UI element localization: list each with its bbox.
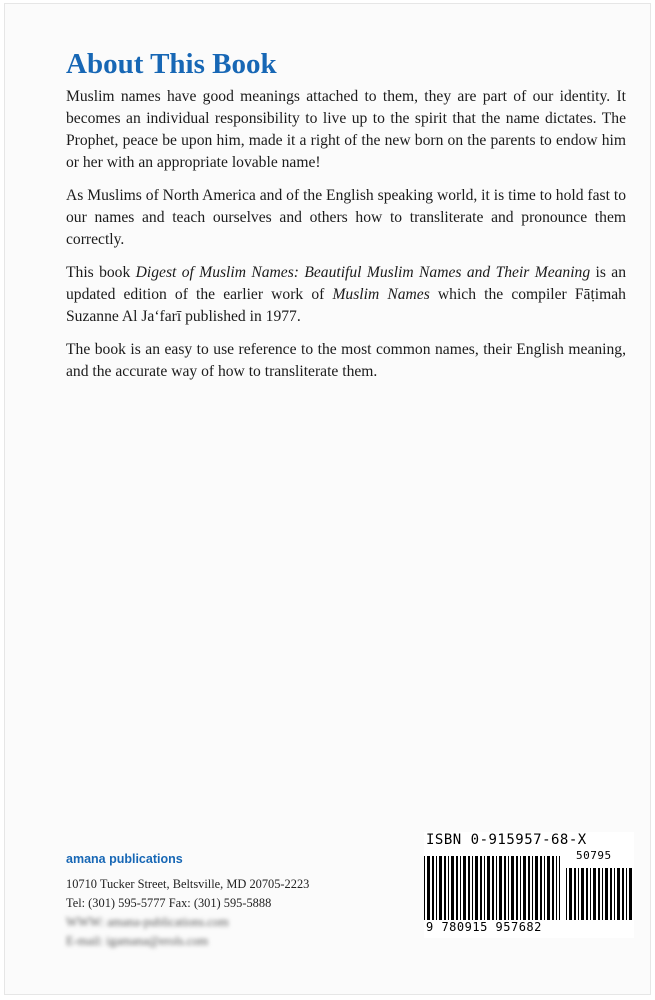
- paragraph-3-part-b: is an updated edition of the earlier work of: [66, 264, 626, 303]
- publisher-phones: Tel: (301) 595-5777 Fax: (301) 595-5888: [66, 896, 272, 910]
- paragraph-3-part-c: which the compiler Fāṭimah Suzanne Al Ja‘farī published in 1977.: [66, 286, 626, 325]
- isbn-barcode: [424, 832, 634, 938]
- publisher-address: 10710 Tucker Street, Beltsville, MD 20705-2223: [66, 877, 310, 891]
- description-body: [66, 86, 626, 394]
- publisher-website: [66, 913, 366, 932]
- publisher-info: [66, 851, 366, 951]
- publisher-email: [66, 932, 366, 951]
- earlier-book-title: Muslim Names: [332, 286, 430, 303]
- page-title: About This Book: [66, 48, 277, 80]
- paragraph-3: [66, 262, 626, 328]
- publisher-email-blurred: E-mail: igamana@erols.com: [66, 934, 209, 948]
- paragraph-2: As Muslims of North America and of the English speaking world, it is time to hold fast to our names and teach ourselves and others how to transliterate and pronounce them correctly.: [66, 187, 626, 248]
- paragraph-4: The book is an easy to use reference to the most common names, their English meaning, and the accurate way of how to transliterate them.: [66, 341, 626, 380]
- price-code: 50795: [576, 849, 612, 862]
- publisher-website-blurred: WWW: amana-publications.com: [66, 915, 229, 929]
- isbn-text: ISBN 0-915957-68-X: [426, 832, 587, 848]
- book-title: Digest of Muslim Names: Beautiful Muslim Names and Their Meaning: [135, 264, 591, 281]
- publisher-name: amana publications: [66, 852, 183, 866]
- barcode-number: 9 780915 957682: [426, 920, 542, 934]
- paragraph-1: Muslim names have good meanings attached to them, they are part of our identity. It becomes an individual responsibility to live up to the spirit that the name dictates. The Prophet, peace be upon him, made it a right of the new born on the parents to endow him or her with an appropriate lovable name!: [66, 88, 626, 171]
- paragraph-3-part-a: This book: [66, 264, 136, 281]
